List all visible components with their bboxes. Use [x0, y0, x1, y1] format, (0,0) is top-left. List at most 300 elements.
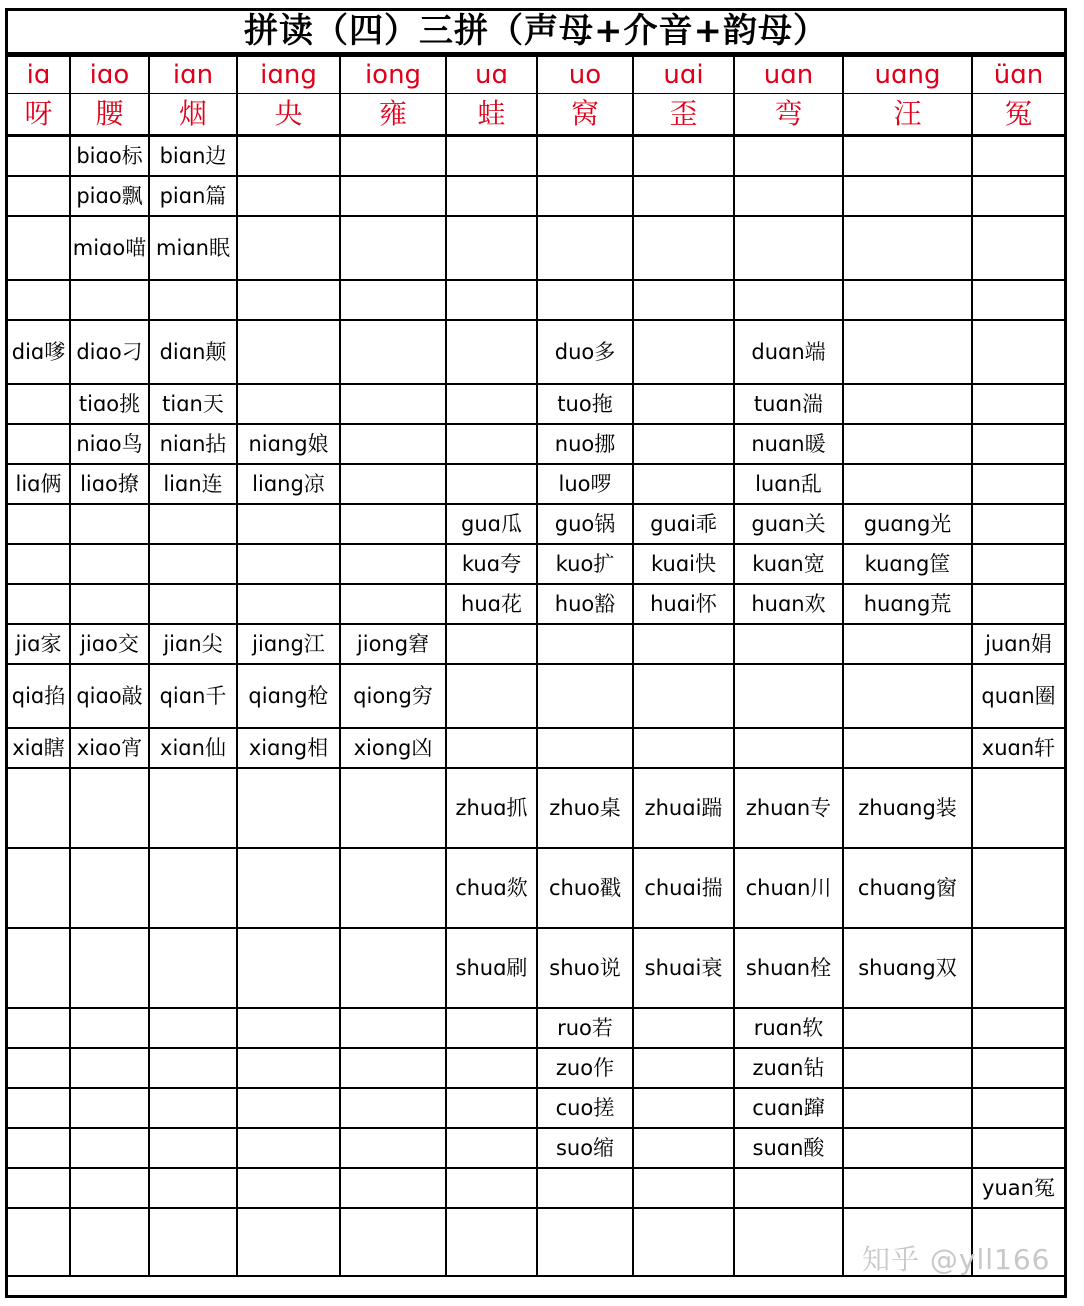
table-cell: piɑn篇: [149, 176, 237, 216]
table-row: [8, 928, 1064, 1008]
table-cell: [8, 1008, 70, 1048]
table-cell: [70, 1208, 149, 1276]
table-cell: [149, 584, 237, 624]
table-cell: [149, 1168, 237, 1208]
syllable-table: [8, 55, 1064, 1277]
table-row: [8, 1008, 1064, 1048]
header-cell: uɑng: [843, 56, 972, 94]
table-cell: [972, 136, 1064, 176]
table-cell: guo锅: [537, 504, 633, 544]
table-cell: [633, 728, 734, 768]
table-cell: luɑn乱: [734, 464, 843, 504]
table-cell: [237, 544, 340, 584]
table-row: [8, 464, 1064, 504]
table-cell: huo豁: [537, 584, 633, 624]
table-row: [8, 1168, 1064, 1208]
table-cell: [149, 768, 237, 848]
table-cell: nuo挪: [537, 424, 633, 464]
table-cell: zuɑn钻: [734, 1048, 843, 1088]
table-cell: [537, 136, 633, 176]
table-cell: biɑo标: [70, 136, 149, 176]
table-cell: [734, 216, 843, 280]
header-cell: iɑn: [149, 56, 237, 94]
table-cell: [972, 216, 1064, 280]
table-cell: [340, 280, 446, 320]
table-cell: [843, 464, 972, 504]
table-cell: [237, 280, 340, 320]
table-row: [8, 1088, 1064, 1128]
table-row: [8, 848, 1064, 928]
table-cell: guɑ瓜: [446, 504, 537, 544]
table-cell: qiɑ掐: [8, 664, 70, 728]
table-cell: [237, 176, 340, 216]
table-cell: kuɑng筐: [843, 544, 972, 584]
table-cell: qiɑo敲: [70, 664, 149, 728]
table-cell: quɑn圈: [972, 664, 1064, 728]
watermark: 知乎 @yll166: [862, 1243, 1051, 1276]
table-cell: liɑng凉: [237, 464, 340, 504]
header-cell: 汪: [843, 94, 972, 136]
header-cell: uɑ: [446, 56, 537, 94]
table-cell: [237, 848, 340, 928]
table-cell: ruo若: [537, 1008, 633, 1048]
table-cell: [70, 848, 149, 928]
table-cell: [70, 1008, 149, 1048]
table-cell: miɑn眠: [149, 216, 237, 280]
table-cell: [972, 1088, 1064, 1128]
table-cell: [149, 504, 237, 544]
table-cell: [446, 728, 537, 768]
table-cell: qiong穷: [340, 664, 446, 728]
header-cell: 弯: [734, 94, 843, 136]
table-row: [8, 768, 1064, 848]
table-cell: [734, 1208, 843, 1276]
table-row: [8, 384, 1064, 424]
table-cell: [633, 216, 734, 280]
table-cell: zhuɑ抓: [446, 768, 537, 848]
table-cell: [633, 320, 734, 384]
table-cell: [537, 216, 633, 280]
table-cell: zuo作: [537, 1048, 633, 1088]
header-cell: 雍: [340, 94, 446, 136]
table-cell: [537, 1168, 633, 1208]
table-cell: [149, 280, 237, 320]
table-cell: [70, 504, 149, 544]
table-cell: [633, 1168, 734, 1208]
table-cell: [972, 1128, 1064, 1168]
table-cell: [8, 544, 70, 584]
table-cell: [843, 1168, 972, 1208]
table-cell: [8, 1048, 70, 1088]
table-cell: [70, 1048, 149, 1088]
table-cell: [340, 1168, 446, 1208]
table-cell: huɑi怀: [633, 584, 734, 624]
table-cell: [237, 1168, 340, 1208]
table-cell: [446, 1168, 537, 1208]
table-cell: suo缩: [537, 1128, 633, 1168]
table-cell: [8, 136, 70, 176]
table-cell: [972, 1048, 1064, 1088]
table-cell: liɑ俩: [8, 464, 70, 504]
table-cell: [633, 136, 734, 176]
table-cell: [843, 1048, 972, 1088]
table-cell: [8, 768, 70, 848]
table-cell: [843, 216, 972, 280]
table-cell: [843, 320, 972, 384]
table-cell: huɑ花: [446, 584, 537, 624]
table-cell: chuɑng窗: [843, 848, 972, 928]
table-cell: chuɑn川: [734, 848, 843, 928]
table-cell: guɑi乖: [633, 504, 734, 544]
table-cell: [340, 464, 446, 504]
table-row: [8, 176, 1064, 216]
table-cell: liɑo撩: [70, 464, 149, 504]
header-pinyin-row: [8, 56, 1064, 94]
table-cell: niɑng娘: [237, 424, 340, 464]
table-cell: [237, 1008, 340, 1048]
table-cell: tuɑn湍: [734, 384, 843, 424]
table-cell: huɑn欢: [734, 584, 843, 624]
table-cell: chuɑ欻: [446, 848, 537, 928]
table-cell: [8, 928, 70, 1008]
table-cell: [446, 176, 537, 216]
table-cell: [843, 424, 972, 464]
header-cell: 蛙: [446, 94, 537, 136]
table-cell: [633, 464, 734, 504]
header-cell: uɑi: [633, 56, 734, 94]
table-cell: [843, 1128, 972, 1168]
table-cell: [149, 1128, 237, 1168]
table-cell: [8, 848, 70, 928]
table-cell: [70, 928, 149, 1008]
table-cell: diɑn颠: [149, 320, 237, 384]
table-cell: qiɑn千: [149, 664, 237, 728]
table-cell: [70, 584, 149, 624]
table-cell: [149, 544, 237, 584]
table-cell: xiɑn仙: [149, 728, 237, 768]
table-cell: [237, 768, 340, 848]
table-cell: niɑo鸟: [70, 424, 149, 464]
table-cell: [340, 928, 446, 1008]
table-cell: [149, 928, 237, 1008]
table-cell: [70, 1168, 149, 1208]
table-cell: [633, 424, 734, 464]
page-title: 拼读（四）三拼（声母+介音+韵母）: [8, 11, 1064, 55]
table-cell: yuan冤: [972, 1168, 1064, 1208]
table-cell: [446, 320, 537, 384]
header-cell: 腰: [70, 94, 149, 136]
table-row: [8, 1128, 1064, 1168]
table-cell: [340, 584, 446, 624]
table-row: [8, 216, 1064, 280]
header-cell: iong: [340, 56, 446, 94]
table-cell: [633, 624, 734, 664]
table-cell: [446, 424, 537, 464]
table-cell: [237, 1128, 340, 1168]
table-cell: duo多: [537, 320, 633, 384]
header-cell: 窝: [537, 94, 633, 136]
table-cell: [446, 384, 537, 424]
table-cell: [633, 176, 734, 216]
table-cell: [149, 1008, 237, 1048]
table-cell: [972, 544, 1064, 584]
table-cell: [972, 504, 1064, 544]
table-cell: [8, 1088, 70, 1128]
table-cell: duɑn端: [734, 320, 843, 384]
table-cell: [340, 1128, 446, 1168]
table-cell: [734, 280, 843, 320]
table-cell: [237, 1208, 340, 1276]
table-cell: suɑn酸: [734, 1128, 843, 1168]
table-cell: qiɑng枪: [237, 664, 340, 728]
table-cell: [237, 1048, 340, 1088]
table-cell: [340, 216, 446, 280]
table-cell: diɑo刁: [70, 320, 149, 384]
table-cell: [843, 728, 972, 768]
table-cell: [972, 280, 1064, 320]
table-cell: xiɑ瞎: [8, 728, 70, 768]
header-cell: 烟: [149, 94, 237, 136]
table-cell: shuɑng双: [843, 928, 972, 1008]
table-cell: huɑng荒: [843, 584, 972, 624]
table-cell: [8, 1168, 70, 1208]
table-cell: kuo扩: [537, 544, 633, 584]
table-cell: [8, 176, 70, 216]
table-cell: chuɑi揣: [633, 848, 734, 928]
table-cell: [8, 216, 70, 280]
table-cell: cuɑn蹿: [734, 1088, 843, 1128]
table-cell: [70, 280, 149, 320]
table-row: [8, 280, 1064, 320]
table-cell: [340, 1208, 446, 1276]
table-cell: [446, 624, 537, 664]
table-cell: niɑn拈: [149, 424, 237, 464]
table-cell: [340, 320, 446, 384]
table-cell: [843, 1008, 972, 1048]
header-cell: uo: [537, 56, 633, 94]
table-cell: [8, 1208, 70, 1276]
table-cell: [237, 384, 340, 424]
table-cell: [237, 136, 340, 176]
table-cell: [149, 848, 237, 928]
table-cell: guɑng光: [843, 504, 972, 544]
table-cell: [843, 280, 972, 320]
table-cell: xuɑn轩: [972, 728, 1064, 768]
table-cell: [537, 624, 633, 664]
table-cell: shuɑ刷: [446, 928, 537, 1008]
table-cell: [446, 664, 537, 728]
table-cell: [734, 136, 843, 176]
table-cell: [237, 216, 340, 280]
table-cell: [8, 504, 70, 544]
table-cell: [972, 584, 1064, 624]
table-cell: xiong凶: [340, 728, 446, 768]
table-cell: cuo搓: [537, 1088, 633, 1128]
table-cell: [340, 176, 446, 216]
table-row: [8, 624, 1064, 664]
table-cell: [972, 848, 1064, 928]
table-cell: [633, 1208, 734, 1276]
table-cell: [633, 384, 734, 424]
table-cell: [8, 584, 70, 624]
table-cell: chuo戳: [537, 848, 633, 928]
table-cell: [340, 848, 446, 928]
table-cell: [972, 464, 1064, 504]
table-cell: [340, 768, 446, 848]
table-cell: [843, 176, 972, 216]
table-cell: [340, 1088, 446, 1128]
table-cell: [237, 504, 340, 544]
table-cell: liɑn连: [149, 464, 237, 504]
table-cell: [537, 728, 633, 768]
table-cell: jiɑ家: [8, 624, 70, 664]
table-cell: [446, 216, 537, 280]
table-cell: [446, 1128, 537, 1168]
table-cell: [340, 1048, 446, 1088]
table-row: [8, 320, 1064, 384]
table-cell: [8, 280, 70, 320]
table-cell: [972, 424, 1064, 464]
table-cell: tuo拖: [537, 384, 633, 424]
table-cell: shuɑn栓: [734, 928, 843, 1008]
table-cell: [633, 1128, 734, 1168]
table-cell: [633, 1088, 734, 1128]
worksheet: [5, 8, 1067, 1298]
table-cell: jiɑn尖: [149, 624, 237, 664]
header-cell: 冤: [972, 94, 1064, 136]
table-cell: shuɑi衰: [633, 928, 734, 1008]
table-cell: [843, 1088, 972, 1128]
table-cell: [537, 1208, 633, 1276]
table-cell: [734, 728, 843, 768]
table-cell: [149, 1208, 237, 1276]
table-cell: guɑn关: [734, 504, 843, 544]
table-cell: [8, 424, 70, 464]
table-cell: [149, 1048, 237, 1088]
table-cell: [237, 1088, 340, 1128]
table-cell: kuɑi快: [633, 544, 734, 584]
header-cell: 央: [237, 94, 340, 136]
table-row: [8, 728, 1064, 768]
header-cell: iɑng: [237, 56, 340, 94]
table-cell: [972, 320, 1064, 384]
table-cell: biɑn边: [149, 136, 237, 176]
table-cell: [734, 1168, 843, 1208]
table-cell: [70, 1128, 149, 1168]
table-cell: [843, 384, 972, 424]
table-cell: zhuɑn专: [734, 768, 843, 848]
table-row: [8, 664, 1064, 728]
header-hanzi-row: [8, 94, 1064, 136]
table-cell: [843, 624, 972, 664]
table-cell: juɑn娟: [972, 624, 1064, 664]
table-cell: [70, 544, 149, 584]
table-cell: [340, 544, 446, 584]
table-cell: [237, 320, 340, 384]
table-cell: zhuɑi踹: [633, 768, 734, 848]
table-cell: [340, 1008, 446, 1048]
table-cell: [446, 280, 537, 320]
header-cell: 呀: [8, 94, 70, 136]
table-cell: [446, 136, 537, 176]
table-cell: piɑo飘: [70, 176, 149, 216]
table-cell: [972, 1008, 1064, 1048]
table-cell: [633, 664, 734, 728]
table-cell: zhuɑng装: [843, 768, 972, 848]
table-row: [8, 1048, 1064, 1088]
table-cell: miɑo喵: [70, 216, 149, 280]
header-cell: iɑo: [70, 56, 149, 94]
table-cell: xiɑo宵: [70, 728, 149, 768]
table-cell: [8, 384, 70, 424]
table-cell: [70, 1088, 149, 1128]
table-cell: [972, 768, 1064, 848]
header-cell: üɑn: [972, 56, 1064, 94]
table-cell: nuɑn暖: [734, 424, 843, 464]
table-cell: [972, 928, 1064, 1008]
table-cell: [446, 1048, 537, 1088]
table-cell: tiɑo挑: [70, 384, 149, 424]
table-cell: luo啰: [537, 464, 633, 504]
table-cell: [972, 176, 1064, 216]
table-cell: [237, 584, 340, 624]
table-cell: [8, 1128, 70, 1168]
header-cell: iɑ: [8, 56, 70, 94]
table-cell: [734, 176, 843, 216]
table-cell: [537, 280, 633, 320]
table-cell: jiɑng江: [237, 624, 340, 664]
table-row: [8, 504, 1064, 544]
table-cell: shuo说: [537, 928, 633, 1008]
table-cell: kuɑ夸: [446, 544, 537, 584]
table-cell: [972, 384, 1064, 424]
table-cell: ruɑn软: [734, 1008, 843, 1048]
table-cell: kuɑn宽: [734, 544, 843, 584]
table-cell: [537, 664, 633, 728]
table-cell: [446, 1208, 537, 1276]
table-row: [8, 136, 1064, 176]
table-cell: diɑ嗲: [8, 320, 70, 384]
table-cell: [446, 1008, 537, 1048]
table-row: [8, 584, 1064, 624]
table-cell: [734, 664, 843, 728]
table-cell: [340, 136, 446, 176]
table-cell: [537, 176, 633, 216]
table-cell: [340, 504, 446, 544]
table-cell: [446, 464, 537, 504]
table-cell: [340, 384, 446, 424]
table-cell: tiɑn天: [149, 384, 237, 424]
table-cell: [843, 136, 972, 176]
table-cell: jiɑo交: [70, 624, 149, 664]
table-cell: [843, 664, 972, 728]
table-cell: jiong窘: [340, 624, 446, 664]
header-cell: uɑn: [734, 56, 843, 94]
table-row: [8, 544, 1064, 584]
table-cell: [633, 1008, 734, 1048]
table-cell: [70, 768, 149, 848]
table-cell: [149, 1088, 237, 1128]
table-cell: [237, 928, 340, 1008]
table-cell: [734, 624, 843, 664]
header-cell: 歪: [633, 94, 734, 136]
table-cell: [340, 424, 446, 464]
table-row: [8, 424, 1064, 464]
table-cell: [633, 1048, 734, 1088]
table-cell: zhuo桌: [537, 768, 633, 848]
table-cell: [446, 1088, 537, 1128]
table-cell: [633, 280, 734, 320]
